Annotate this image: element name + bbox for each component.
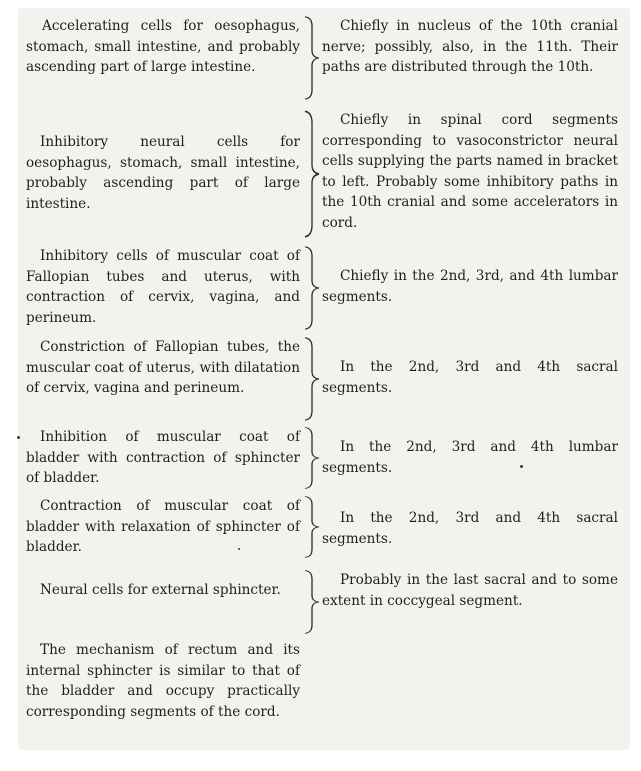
brace xyxy=(303,110,323,238)
row-1-location: Chiefly in nucleus of the 10th cranial nerve; possibly, also, in the 11th. Their paths are distributed through the 10th. xyxy=(322,18,618,76)
row-3-location: Chiefly in the 2nd, 3rd, and 4th lumbar segments. xyxy=(322,268,618,305)
brace xyxy=(303,427,323,489)
brace xyxy=(303,337,323,421)
brace xyxy=(303,570,323,634)
brace xyxy=(303,496,323,558)
row-2-function: Inhibitory neural cells for oesophagus, stomach, small intestine, probably ascending part of large intestine. xyxy=(26,134,300,212)
row-2-location: Chiefly in spinal cord segments corresponding to vasoconstrictor neural cells supplying the parts named in bracket to left. Probably some inhibitory paths in the 10th cranial and some accelerators in cord. xyxy=(322,112,618,231)
table-row xyxy=(0,337,641,421)
row-7-location: Probably in the last sacral and to some extent in coccygeal segment. xyxy=(322,572,618,609)
closing-note: The mechanism of rectum and its internal sphincter is similar to that of the bladder and occupy practically corresponding segments of the cord. xyxy=(26,642,300,720)
scan-speck xyxy=(520,465,523,468)
scan-speck xyxy=(17,436,20,439)
table-row xyxy=(0,496,641,558)
row-6-function: Contraction of muscular coat of bladder with relaxation of sphincter of bladder. xyxy=(26,498,300,556)
table-row xyxy=(0,246,641,330)
row-6-location: In the 2nd, 3rd and 4th sacral segments. xyxy=(322,510,618,547)
row-3-function: Inhibitory cells of muscular coat of Fallopian tubes and uterus, with contraction of cervix, vagina, and perineum. xyxy=(26,248,300,326)
table-row xyxy=(0,16,641,100)
brace xyxy=(303,246,323,330)
table-row xyxy=(0,570,641,634)
row-4-location: In the 2nd, 3rd and 4th sacral segments. xyxy=(322,359,618,396)
row-7-function: Neural cells for external sphincter. xyxy=(40,582,281,598)
row-4-function: Constriction of Fallopian tubes, the muscular coat of uterus, with dilatation of cervix, vagina and perineum. xyxy=(26,339,300,397)
brace xyxy=(303,16,323,100)
scan-speck xyxy=(238,548,240,550)
row-5-function: Inhibition of muscular coat of bladder with contraction of sphincter of bladder. xyxy=(26,429,300,487)
row-5-location: In the 2nd, 3rd and 4th lumbar segments. xyxy=(322,439,618,476)
table-row xyxy=(0,427,641,489)
row-1-function: Accelerating cells for oesophagus, stomach, small intestine, and probably ascending part of large intestine. xyxy=(26,18,300,76)
table-row xyxy=(0,110,641,238)
